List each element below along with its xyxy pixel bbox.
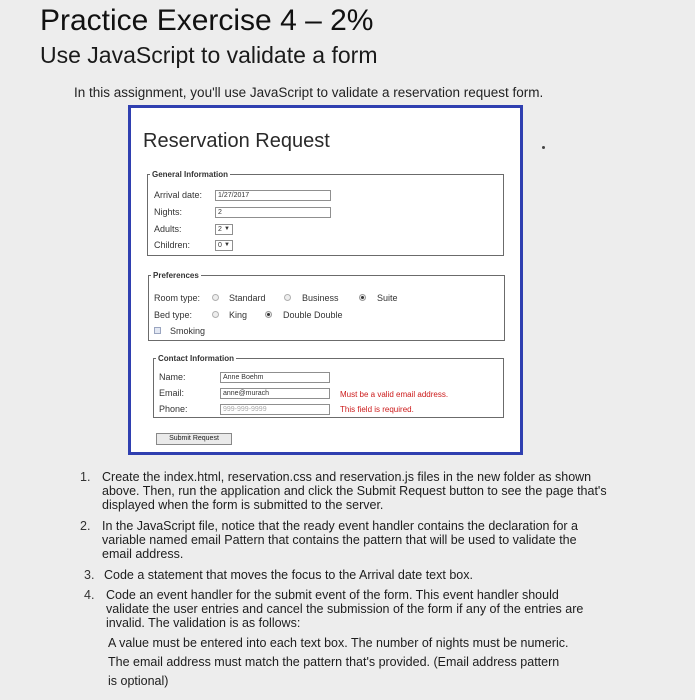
note-line: is optional) [108,674,169,688]
step-number: 2. [80,519,91,533]
chevron-down-icon: ▼ [224,242,230,248]
room-standard-radio[interactable] [212,294,219,301]
nights-label: Nights: [154,207,183,217]
arrival-date-input[interactable]: 1/27/2017 [215,190,331,201]
step-line: variable named email Pattern that contains the pattern that will be used to validate the [102,533,577,547]
children-label: Children: [154,240,191,250]
step-text [106,588,666,630]
note-line: A value must be entered into each text box. The number of nights must be numeric. [108,636,569,650]
step-line: displayed when the form is submitted to the server. [102,498,384,512]
general-information-legend: General Information [152,170,229,179]
room-suite-label: Suite [377,293,398,303]
bed-type-label: Bed type: [154,310,193,320]
page-subtitle: Use JavaScript to validate a form [40,42,378,68]
step-line: Code a statement that moves the focus to the Arrival date text box. [104,568,473,582]
adults-label: Adults: [154,224,182,234]
email-error-message: Must be a valid email address. [340,390,449,399]
arrival-date-label: Arrival date: [154,190,203,200]
submit-request-button[interactable]: Submit Request [156,433,232,445]
validation-notes [108,634,668,691]
chevron-down-icon: ▼ [224,226,230,232]
nights-input[interactable]: 2 [215,207,331,218]
children-select[interactable] [215,240,233,251]
general-information-fieldset [147,170,504,256]
phone-input[interactable]: 999-999-9999 [220,404,330,415]
smoking-label: Smoking [170,326,206,336]
step-text [102,519,662,561]
room-type-label: Room type: [154,293,201,303]
step-line: validate the user entries and cancel the submission of the form if any of the entries are [106,602,584,616]
preferences-fieldset [148,271,505,341]
step-number: 4. [84,588,95,602]
smoking-checkbox[interactable] [154,327,161,334]
children-select-value: 0 [218,242,222,249]
step-number: 3. [84,568,95,582]
step-text [104,568,664,582]
name-label: Name: [159,372,186,382]
step-number: 1. [80,470,91,484]
form-heading: Reservation Request [143,130,330,152]
step-line: In the JavaScript file, notice that the ready event handler contains the declaration for a [102,519,578,533]
adults-select[interactable] [215,224,233,235]
contact-information-fieldset [153,354,504,418]
step-text [102,470,662,512]
step-line: above. Then, run the application and click the Submit Request button to see the page that's [102,484,607,498]
email-input[interactable]: anne@murach [220,388,330,399]
step-line: Code an event handler for the submit event of the form. This event handler should [106,588,559,602]
bed-double-double-label: Double Double [283,310,343,320]
step-line: invalid. The validation is as follows: [106,616,301,630]
step-line: Create the index.html, reservation.css and reservation.js files in the new folder as shown [102,470,592,484]
reservation-form-screenshot [128,105,523,455]
bed-king-radio[interactable] [212,311,219,318]
stray-dot [542,146,545,149]
page-title: Practice Exercise 4 – 2% [40,4,374,37]
room-standard-label: Standard [229,293,266,303]
phone-label: Phone: [159,404,188,414]
contact-information-legend: Contact Information [158,354,234,363]
intro-text: In this assignment, you'll use JavaScript to validate a reservation request form. [74,85,544,100]
room-business-radio[interactable] [284,294,291,301]
adults-select-value: 2 [218,226,222,233]
room-business-label: Business [302,293,339,303]
bed-king-label: King [229,310,248,320]
room-suite-radio[interactable] [359,294,366,301]
note-line: The email address must match the pattern that's provided. (Email address pattern [108,655,560,669]
preferences-legend: Preferences [153,271,199,280]
email-label: Email: [159,388,185,398]
bed-double-double-radio[interactable] [265,311,272,318]
step-line: email address. [102,547,184,561]
name-input[interactable]: Anne Boehm [220,372,330,383]
phone-error-message: This field is required. [340,405,414,414]
